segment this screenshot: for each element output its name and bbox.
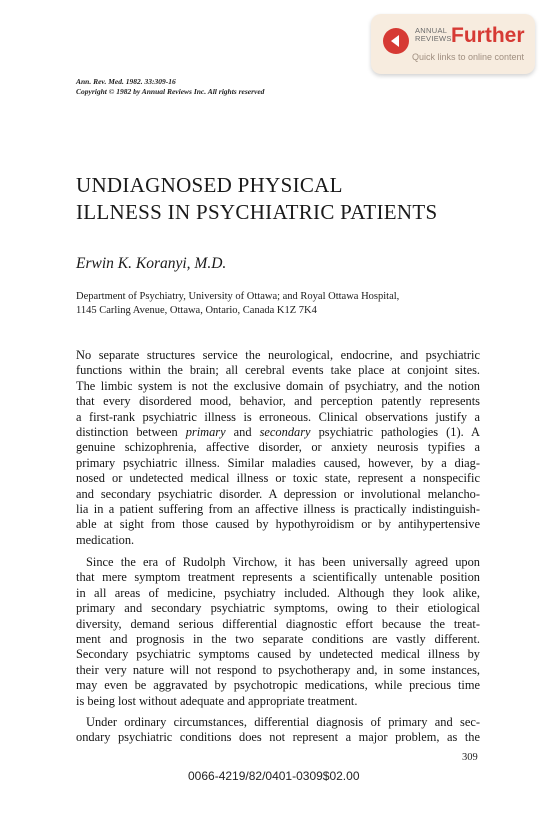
paragraph-line: their very nature will not respond to psychotherapy and, in some instances, <box>76 662 480 677</box>
paragraph-line: Since the era of Rudolph Virchow, it has been universally agreed upon <box>86 555 480 569</box>
page-number: 309 <box>462 752 478 763</box>
paragraph-line: functions within the brain; all cerebral events take place at conjoint sites. <box>76 363 480 378</box>
paragraph-line: No separate structures service the neurological, endocrine, and psychiatric <box>76 348 480 362</box>
body-paragraph-1 <box>76 348 480 548</box>
body-paragraph-2 <box>76 555 480 709</box>
back-arrow-icon <box>383 28 409 54</box>
copyright-line: Copyright © 1982 by Annual Reviews Inc. All rights reserved <box>76 87 265 96</box>
body-paragraph-3 <box>76 715 480 746</box>
paragraph-line: and secondary psychiatric disorder. A depression or involutional melancho- <box>76 486 480 501</box>
paragraph-line: able at sight from those caused by hypothyroidism or by antihypertensive <box>76 517 480 532</box>
article-title: UNDIAGNOSED PHYSICAL ILLNESS IN PSYCHIATRIC PATIENTS <box>76 173 438 224</box>
paragraph-line: may even be aggravated by psychotropic medications, while precious time <box>76 678 480 693</box>
paragraph-line: primary and secondary psychiatric symptoms, owing to their etiological <box>76 601 480 616</box>
author-affiliation: Department of Psychiatry, University of Ottawa; and Royal Ottawa Hospital, 1145 Carling Avenue, Ottawa, Ontario, Canada K1Z 7K4 <box>76 291 400 316</box>
annual-reviews-further-badge[interactable] <box>371 14 535 74</box>
author-name: Erwin K. Koranyi, M.D. <box>76 255 227 272</box>
badge-further-text: Further <box>451 24 525 47</box>
journal-citation <box>76 77 264 97</box>
paragraph-line: Secondary psychiatric symptoms caused by undetected medical illness by <box>76 647 480 662</box>
paragraph-line: a first-rank psychiatric illness is erroneous. Clinical observations justify a <box>76 409 480 424</box>
paragraph-line: is being lost without adequate and appropriate treatment. <box>76 693 358 708</box>
paragraph-line: primary psychiatric illness. Similar maladies caused, however, by a diag- <box>76 455 480 470</box>
paragraph-line: diversity, demand serious differential diagnostic effort because the treat- <box>76 616 480 631</box>
paragraph-line: distinction between primary and secondary psychiatric pathologies (1). A <box>76 425 481 440</box>
paragraph-line: in all areas of medicine, psychiatry included. Although they look alike, <box>76 585 480 600</box>
paragraph-line: genuine schizophrenia, affective disorder, or anxiety neurosis typifies a <box>76 440 480 455</box>
paragraph-line: Under ordinary circumstances, differential diagnosis of primary and sec- <box>86 715 480 729</box>
paragraph-line: The limbic system is not the exclusive domain of psychiatry, and the notion <box>76 378 480 393</box>
paragraph-line: medication. <box>76 532 135 547</box>
paragraph-line: that mere symptom treatment represents a scientifically untenable position <box>76 570 480 585</box>
article-code: 0066-4219/82/0401-0309$02.00 <box>188 769 360 783</box>
paragraph-line: ment and prognosis in the two separate conditions are vastly different. <box>76 632 480 647</box>
paragraph-line: that every disordered mood, behavior, and perception patently represents <box>76 394 480 409</box>
paragraph-line: ondary psychiatric conditions does not represent a major problem, as the <box>76 730 480 745</box>
badge-subtitle: Quick links to online content <box>412 52 525 62</box>
paragraph-line: lia in a patient suffering from an affective illness is practically indistinguish- <box>76 502 480 517</box>
journal-line: Ann. Rev. Med. 1982. 33:309-16 <box>76 77 176 86</box>
paragraph-line: nosed or undetected medical illness or toxic state, represent a nonspecific <box>76 471 480 486</box>
badge-annual-reviews-text: ANNUAL REVIEWS <box>415 26 452 43</box>
